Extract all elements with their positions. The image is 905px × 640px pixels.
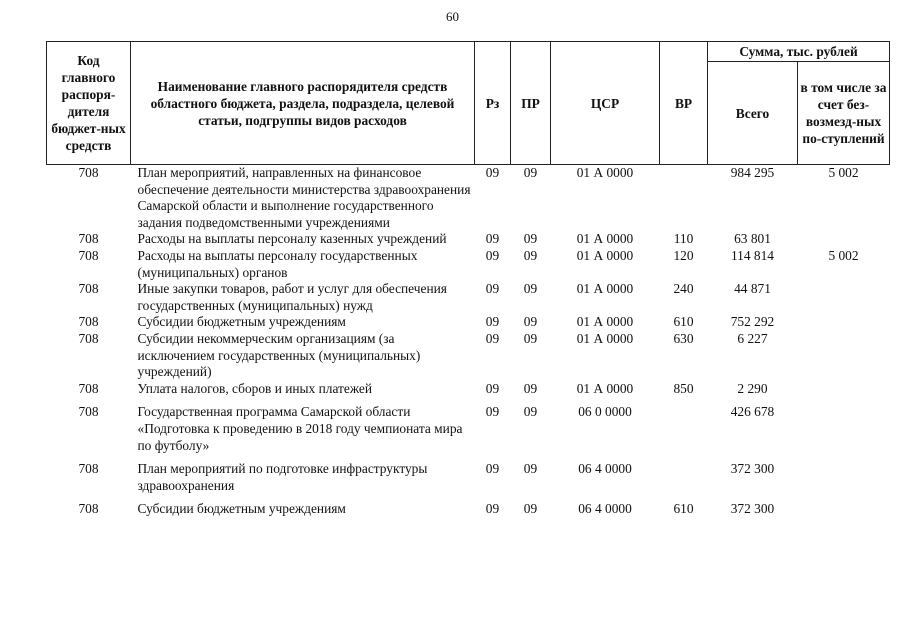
cell-gratis bbox=[798, 381, 890, 405]
cell-code: 708 bbox=[78, 165, 99, 180]
cell-csr: 01 А 0000 bbox=[576, 281, 634, 297]
cell-vr bbox=[660, 165, 708, 232]
cell-vr: 610 bbox=[673, 501, 694, 517]
cell-pr: 09 bbox=[523, 231, 538, 247]
cell-rz: 09 bbox=[485, 231, 500, 247]
cell-name: Иные закупки товаров, работ и услуг для обеспечения государственных (муниципальных) нужд bbox=[137, 281, 447, 313]
cell-gratis bbox=[798, 461, 890, 501]
cell-rz: 09 bbox=[485, 404, 500, 420]
cell-gratis bbox=[798, 281, 890, 314]
cell-code: 708 bbox=[78, 380, 99, 396]
table-row bbox=[47, 314, 890, 331]
table-row bbox=[47, 165, 890, 232]
cell-gratis bbox=[798, 404, 890, 461]
cell-pr: 09 bbox=[523, 247, 538, 263]
cell-pr: 09 bbox=[523, 330, 538, 346]
cell-csr: 01 А 0000 bbox=[576, 231, 634, 247]
cell-rz: 09 bbox=[485, 380, 500, 396]
table-row bbox=[47, 248, 890, 281]
cell-gratis: 5 002 bbox=[828, 165, 859, 180]
cell-total: 984 295 bbox=[730, 165, 775, 180]
header-vr: ВР bbox=[660, 42, 708, 165]
cell-code: 708 bbox=[78, 247, 99, 263]
cell-csr: 01 А 0000 bbox=[576, 165, 634, 180]
cell-code: 708 bbox=[78, 281, 99, 297]
cell-total: 372 300 bbox=[730, 461, 775, 477]
header-total: Всего bbox=[708, 62, 798, 165]
cell-rz: 09 bbox=[485, 165, 500, 180]
cell-code: 708 bbox=[78, 330, 99, 346]
header-sum-group: Сумма, тыс. рублей bbox=[708, 42, 890, 62]
cell-total: 372 300 bbox=[730, 501, 775, 517]
cell-code: 708 bbox=[78, 404, 99, 420]
cell-total: 114 814 bbox=[730, 247, 775, 263]
cell-gratis bbox=[798, 501, 890, 518]
header-pr: ПР bbox=[511, 42, 551, 165]
table-row bbox=[47, 461, 890, 501]
cell-csr: 01 А 0000 bbox=[576, 314, 634, 330]
cell-vr: 630 bbox=[673, 330, 694, 346]
cell-total: 426 678 bbox=[730, 404, 775, 420]
cell-csr: 01 А 0000 bbox=[576, 330, 634, 346]
table-row bbox=[47, 404, 890, 461]
cell-total: 44 871 bbox=[734, 281, 771, 297]
cell-rz: 09 bbox=[485, 247, 500, 263]
cell-name: Уплата налогов, сборов и иных платежей bbox=[137, 380, 373, 396]
budget-table bbox=[46, 41, 890, 518]
cell-pr: 09 bbox=[523, 461, 538, 477]
cell-name: Субсидии бюджетным учреждениям bbox=[137, 314, 346, 330]
cell-csr: 06 0 0000 bbox=[578, 404, 632, 420]
cell-pr: 09 bbox=[523, 501, 538, 517]
header-code: Код главного распоря-дителя бюджет-ных средств bbox=[47, 42, 131, 165]
cell-code: 708 bbox=[78, 501, 99, 517]
cell-gratis bbox=[798, 231, 890, 248]
cell-pr: 09 bbox=[523, 165, 538, 180]
cell-csr: 06 4 0000 bbox=[578, 501, 632, 517]
page-number: 60 bbox=[446, 9, 459, 24]
cell-rz: 09 bbox=[485, 330, 500, 346]
table-header bbox=[47, 42, 890, 165]
cell-code: 708 bbox=[78, 461, 99, 477]
cell-gratis: 5 002 bbox=[828, 247, 859, 263]
cell-name: Расходы на выплаты персоналу государственных (муниципальных) органов bbox=[137, 247, 418, 280]
header-rz: Рз bbox=[475, 42, 511, 165]
cell-csr: 06 4 0000 bbox=[578, 461, 632, 477]
cell-name: Расходы на выплаты персоналу казенных учреждений bbox=[137, 231, 447, 247]
cell-name: План мероприятий по подготовке инфраструктуры здравоохранения bbox=[137, 461, 428, 493]
table-row bbox=[47, 231, 890, 248]
table-row bbox=[47, 281, 890, 314]
cell-rz: 09 bbox=[485, 314, 500, 330]
cell-vr: 240 bbox=[673, 281, 694, 297]
cell-csr: 01 А 0000 bbox=[576, 247, 634, 263]
cell-pr: 09 bbox=[523, 314, 538, 330]
cell-rz: 09 bbox=[485, 281, 500, 297]
cell-code: 708 bbox=[78, 231, 99, 247]
cell-pr: 09 bbox=[523, 281, 538, 297]
cell-name: Субсидии некоммерческим организациям (за исключением государственных (муниципальных) учреждений) bbox=[137, 330, 421, 380]
cell-rz: 09 bbox=[485, 461, 500, 477]
cell-total: 2 290 bbox=[737, 380, 768, 396]
header-name: Наименование главного распорядителя средств областного бюджета, раздела, подраздела, целевой статьи, подгруппы видов расходов bbox=[131, 42, 475, 165]
cell-vr: 120 bbox=[673, 247, 694, 263]
table-row bbox=[47, 501, 890, 518]
table-body bbox=[47, 165, 890, 518]
cell-name: Государственная программа Самарской области «Подготовка к проведению в 2018 году чемпионата мира по футболу» bbox=[137, 404, 463, 453]
cell-total: 752 292 bbox=[730, 314, 775, 330]
cell-name: Субсидии бюджетным учреждениям bbox=[137, 501, 346, 517]
cell-name: План мероприятий, направленных на финансовое обеспечение деятельности министерства здравоохранения Самарской области и выполнение государственного задания подведомственными учреждениями bbox=[137, 165, 471, 230]
cell-vr bbox=[660, 404, 708, 461]
cell-csr: 01 А 0000 bbox=[576, 380, 634, 396]
cell-pr: 09 bbox=[523, 380, 538, 396]
header-csr: ЦСР bbox=[551, 42, 660, 165]
cell-gratis bbox=[798, 331, 890, 381]
cell-vr: 110 bbox=[673, 231, 694, 247]
cell-total: 6 227 bbox=[737, 330, 768, 346]
cell-vr: 850 bbox=[673, 380, 694, 396]
cell-gratis bbox=[798, 314, 890, 331]
cell-total: 63 801 bbox=[734, 231, 771, 247]
cell-pr: 09 bbox=[523, 404, 538, 420]
cell-vr: 610 bbox=[673, 314, 694, 330]
table-row bbox=[47, 331, 890, 381]
header-gratis: в том числе за счет без-возмезд-ных по-ступлений bbox=[798, 62, 890, 165]
cell-code: 708 bbox=[78, 314, 99, 330]
cell-rz: 09 bbox=[485, 501, 500, 517]
cell-vr bbox=[660, 461, 708, 501]
table-row bbox=[47, 381, 890, 405]
